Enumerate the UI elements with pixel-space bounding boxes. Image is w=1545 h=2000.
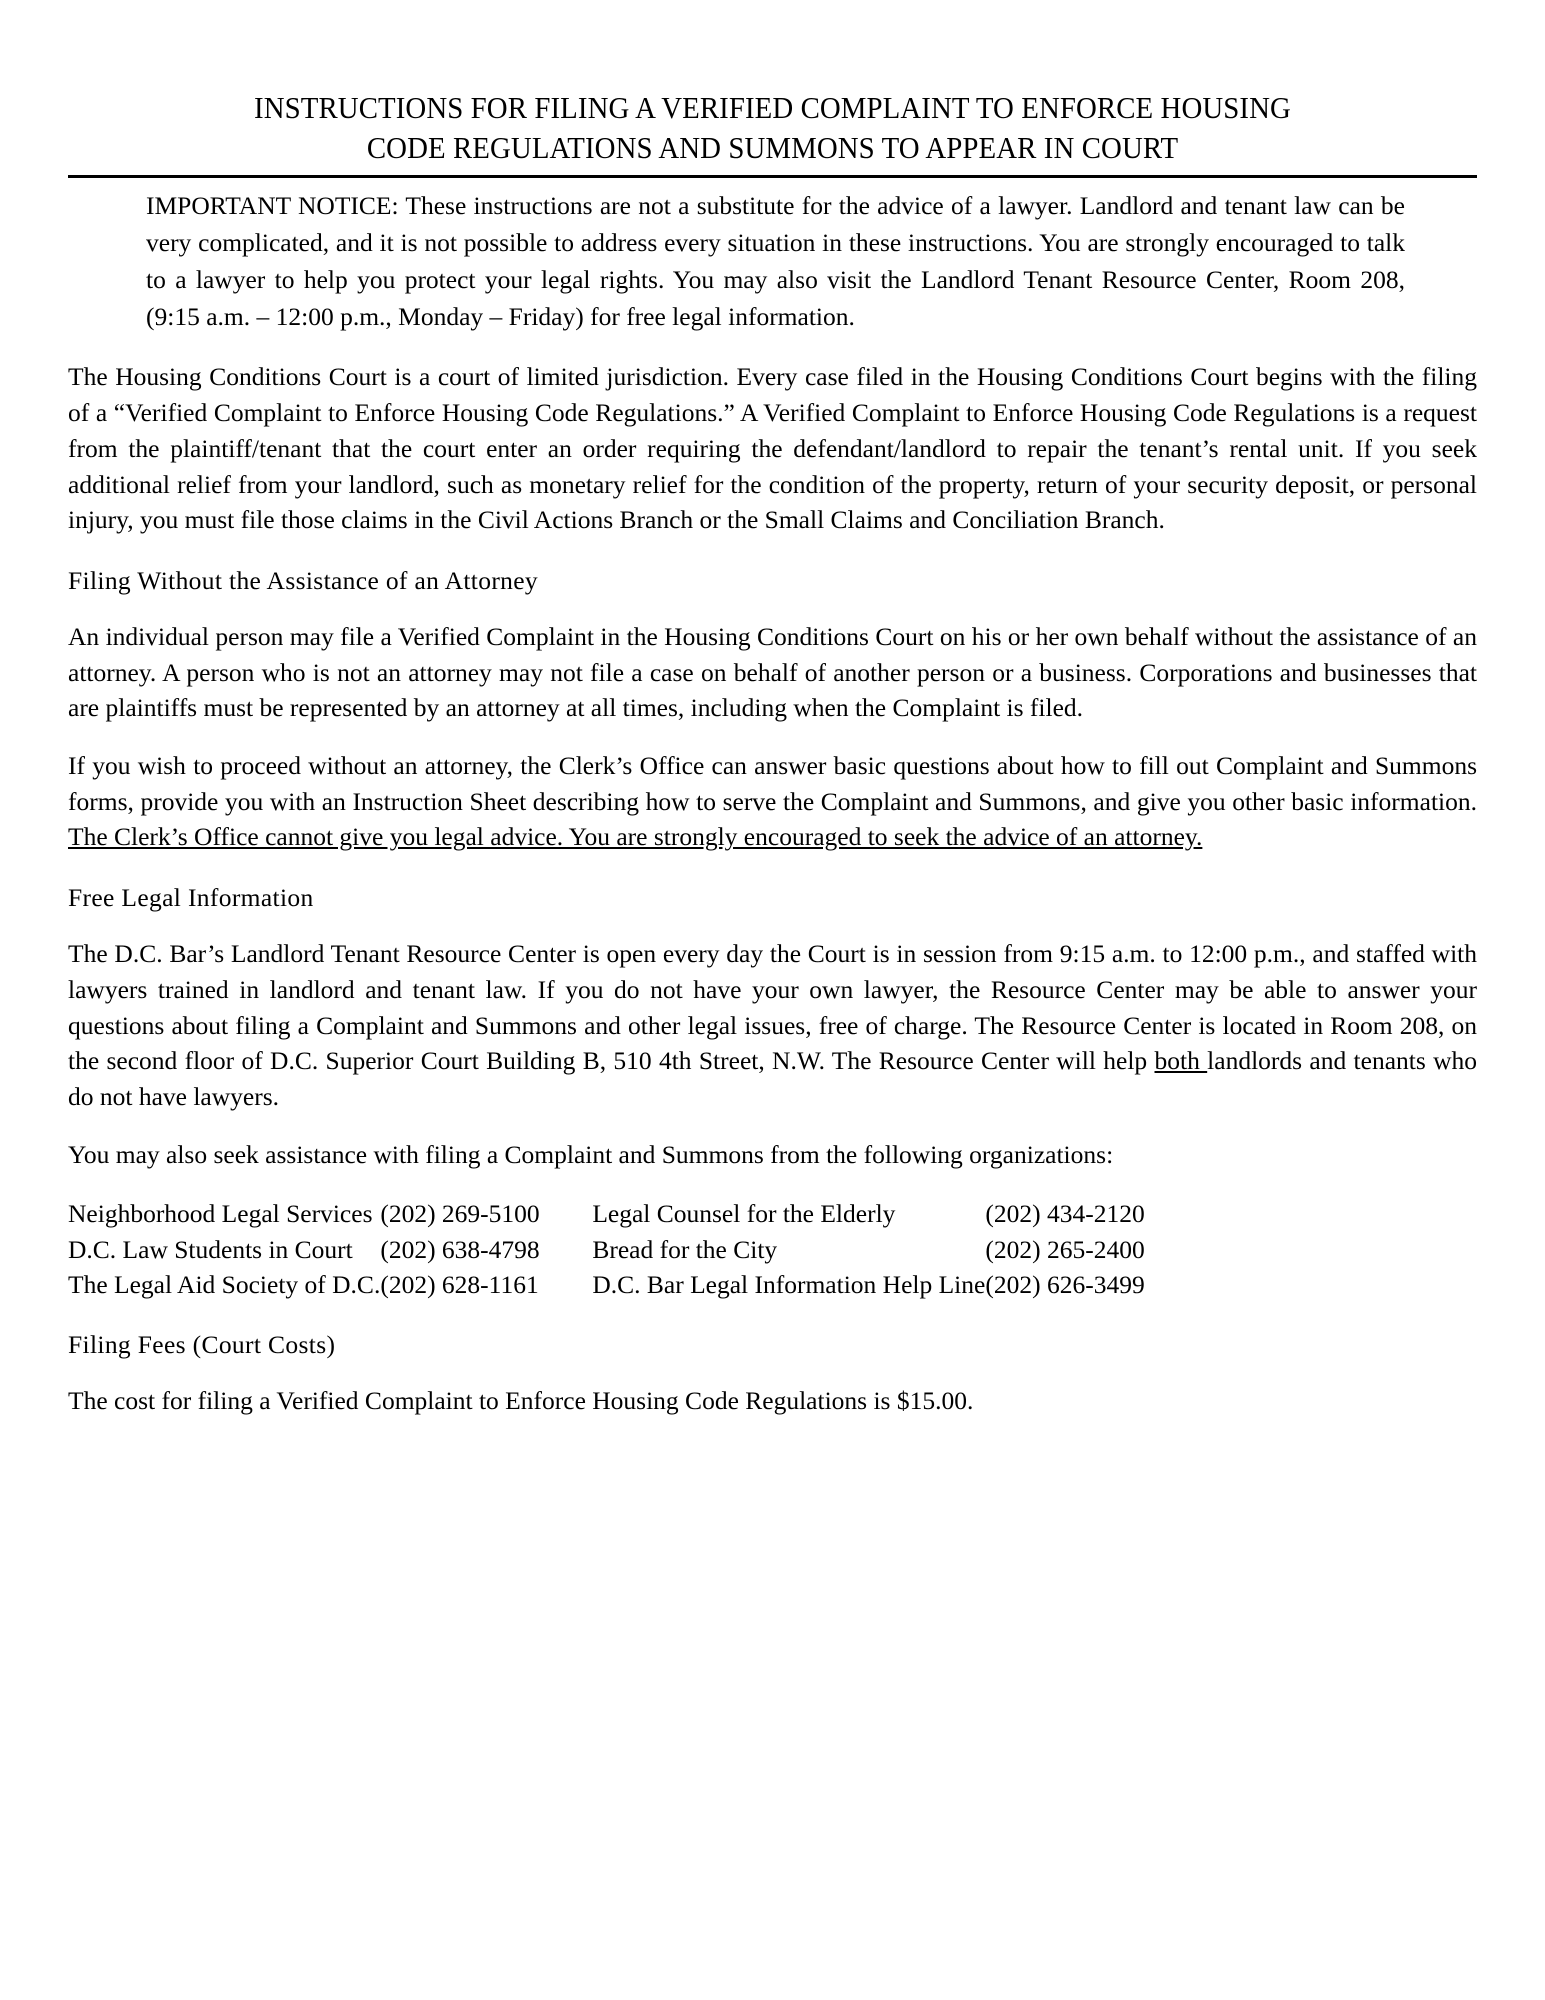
org-phone: (202) 638-4798: [380, 1234, 540, 1264]
page-title: [117, 88, 1427, 169]
table-row: [68, 1267, 1477, 1302]
org-name: Legal Counsel for the Elderly: [592, 1199, 896, 1229]
section-heading-free-legal-information: Free Legal Information: [68, 883, 314, 913]
org-name: The Legal Aid Society of D.C.: [68, 1269, 381, 1299]
org-phone: (202) 265-2400: [985, 1234, 1145, 1264]
section-heading-filing-fees: Filing Fees (Court Costs): [68, 1329, 336, 1359]
org-phone: (202) 269-5100: [380, 1199, 540, 1229]
clerks-office-text-lead: If you wish to proceed without an attorney, the Clerk’s Office can answer basic questions about how to fill out Complaint and Summons forms, provide you with an Instruction Sheet describing how to serve the Complaint and Summons, and give you other basic information.: [68, 751, 1477, 816]
without-attorney-paragraph-2: [68, 748, 1477, 855]
org-name: Bread for the City: [592, 1234, 778, 1264]
organizations-table: [68, 1196, 1477, 1301]
clerks-office-underlined-warning: The Clerk’s Office cannot give you legal advice. You are strongly encouraged to seek the advice of an attorney.: [68, 822, 1203, 852]
organizations-table-body: [68, 1196, 1477, 1301]
page-title-line-1: INSTRUCTIONS FOR FILING A VERIFIED COMPLAINT TO ENFORCE HOUSING: [254, 90, 1291, 125]
title-divider: [68, 175, 1477, 178]
intro-paragraph: The Housing Conditions Court is a court of limited jurisdiction. Every case filed in the Housing Conditions Court begins with the filing of a “Verified Complaint to Enforce Housing Code Regulations.” A Verified Complaint to Enforce Housing Code Regulations is a request from the plaintiff/tenant that the court enter an order requiring the defendant/landlord to repair the tenant’s rental unit. If you seek additional relief from your landlord, such as monetary relief for the condition of the property, return of your security deposit, or personal injury, you must file those claims in the Civil Actions Branch or the Small Claims and Conciliation Branch.: [68, 362, 1477, 535]
org-phone: (202) 628-1161: [380, 1269, 539, 1299]
org-name: D.C. Bar Legal Information Help Line: [592, 1269, 986, 1299]
organizations-intro: You may also seek assistance with filing a Complaint and Summons from the following organizations:: [68, 1139, 1114, 1169]
important-notice-block: IMPORTANT NOTICE: These instructions are not a substitute for the advice of a lawyer. Landlord and tenant law can be very complicated, and it is not possible to address every situation in these instructions. You are strongly encouraged to talk to a lawyer to help you protect your legal rights. You may also visit the Landlord Tenant Resource Center, Room 208, (9:15 a.m. – 12:00 p.m., Monday – Friday) for free legal information.: [146, 190, 1405, 331]
both-underlined-word: both: [1154, 1046, 1208, 1076]
org-phone: (202) 626-3499: [985, 1269, 1145, 1299]
resource-center-text-tail: landlords and tenants who do not have lawyers.: [68, 1046, 1478, 1112]
org-phone: (202) 434-2120: [985, 1199, 1145, 1229]
resource-center-text-lead: The D.C. Bar’s Landlord Tenant Resource Center is open every day the Court is in session from 9:15 a.m. to 12:00 p.m., and staffed with lawyers trained in landlord and tenant law. If you do not have your own lawyer, the Resource Center may be able to answer your questions about filing a Complaint and Summons and other legal issues, free of charge. The Resource Center is located in Room 208, on the second floor of D.C. Superior Court Building B, 510 4th Street, N.W. The Resource Center will help: [68, 939, 1477, 1076]
table-row: [68, 1232, 1477, 1267]
org-name: Neighborhood Legal Services: [68, 1199, 373, 1229]
page-title-line-2: CODE REGULATIONS AND SUMMONS TO APPEAR IN COURT: [366, 130, 1179, 166]
filing-fees-paragraph: The cost for filing a Verified Complaint to Enforce Housing Code Regulations is $15.00.: [68, 1386, 974, 1415]
section-heading-filing-without-attorney: Filing Without the Assistance of an Attorney: [68, 565, 539, 595]
without-attorney-paragraph-1: An individual person may file a Verified Complaint in the Housing Conditions Court on his or her own behalf without the assistance of an attorney. A person who is not an attorney may not file a case on behalf of another person or a business. Corporations and businesses that are plaintiffs must be represented by an attorney at all times, including when the Complaint is filed.: [68, 622, 1477, 723]
free-legal-information-paragraph: [68, 936, 1477, 1114]
org-name: D.C. Law Students in Court: [68, 1234, 353, 1264]
table-row: [68, 1196, 1477, 1231]
